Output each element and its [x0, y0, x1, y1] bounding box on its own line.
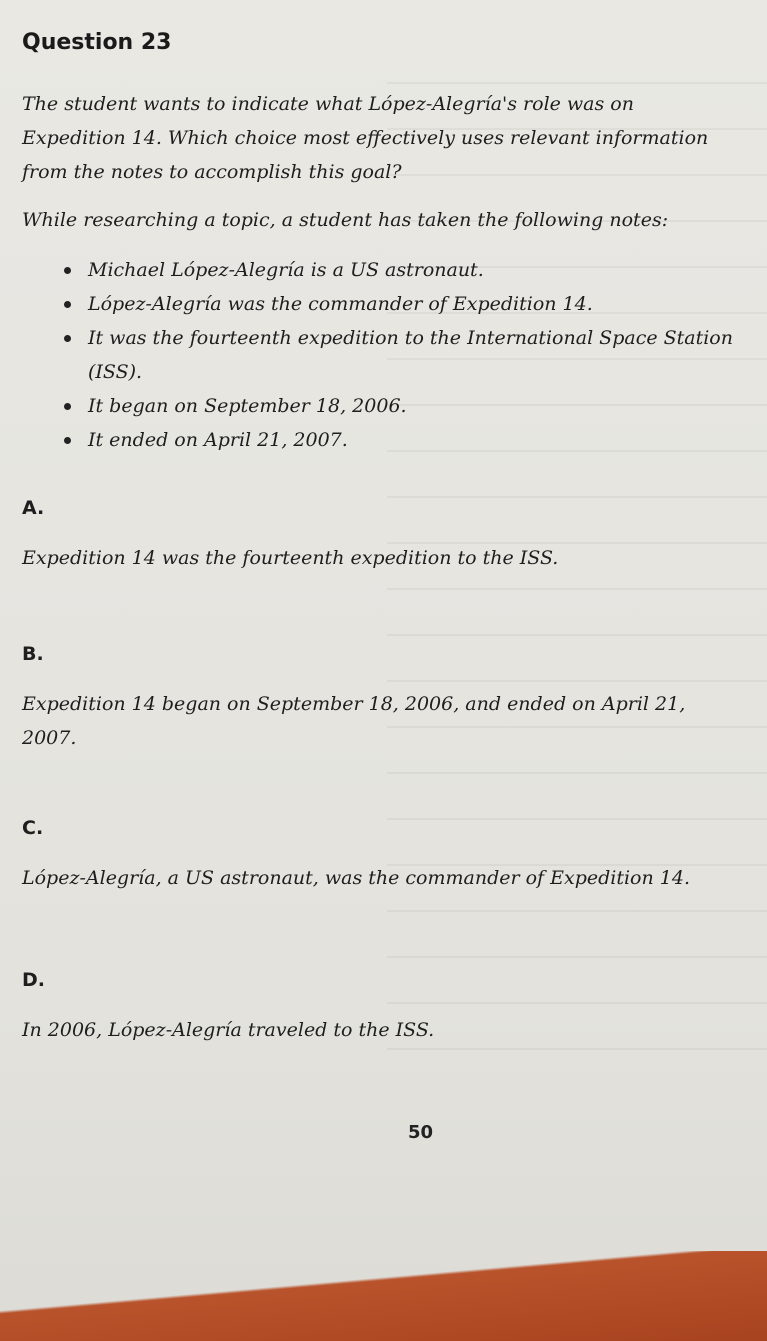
note-item: It began on September 18, 2006.: [64, 389, 742, 423]
note-item: It was the fourteenth expedition to the International Space Station (ISS).: [64, 321, 742, 389]
choice-a-text: Expedition 14 was the fourteenth expedition to the ISS.: [22, 547, 559, 569]
choice-c[interactable]: [22, 813, 742, 895]
choice-a-letter: A.: [22, 497, 45, 519]
choice-d[interactable]: [22, 965, 742, 1047]
notes-list: [64, 253, 742, 457]
note-item: Michael López-Alegría is a US astronaut.: [64, 253, 742, 287]
choice-d-text: In 2006, López-Alegría traveled to the ISS.: [22, 1019, 435, 1041]
page-number: 50: [408, 1122, 434, 1143]
choice-d-letter: D.: [22, 969, 45, 991]
question-title: Question 23: [22, 30, 172, 55]
question-prompt: The student wants to indicate what López-Alegría's role was on Expedition 14. Which choice most effectively uses relevant information from the notes to accomplish this goal?: [22, 93, 709, 183]
choice-c-letter: C.: [22, 817, 44, 839]
table-surface: [0, 1251, 767, 1341]
choice-c-text: López-Alegría, a US astronaut, was the commander of Expedition 14.: [22, 867, 690, 889]
choice-b-letter: B.: [22, 643, 44, 665]
note-item: López-Alegría was the commander of Expedition 14.: [64, 287, 742, 321]
choice-a[interactable]: [22, 493, 742, 575]
notes-intro: While researching a topic, a student has taken the following notes:: [22, 209, 669, 231]
choice-b[interactable]: [22, 639, 742, 755]
choice-b-text: Expedition 14 began on September 18, 2006, and ended on April 21, 2007.: [22, 693, 686, 749]
note-item: It ended on April 21, 2007.: [64, 423, 742, 457]
question-content: [22, 30, 742, 1077]
